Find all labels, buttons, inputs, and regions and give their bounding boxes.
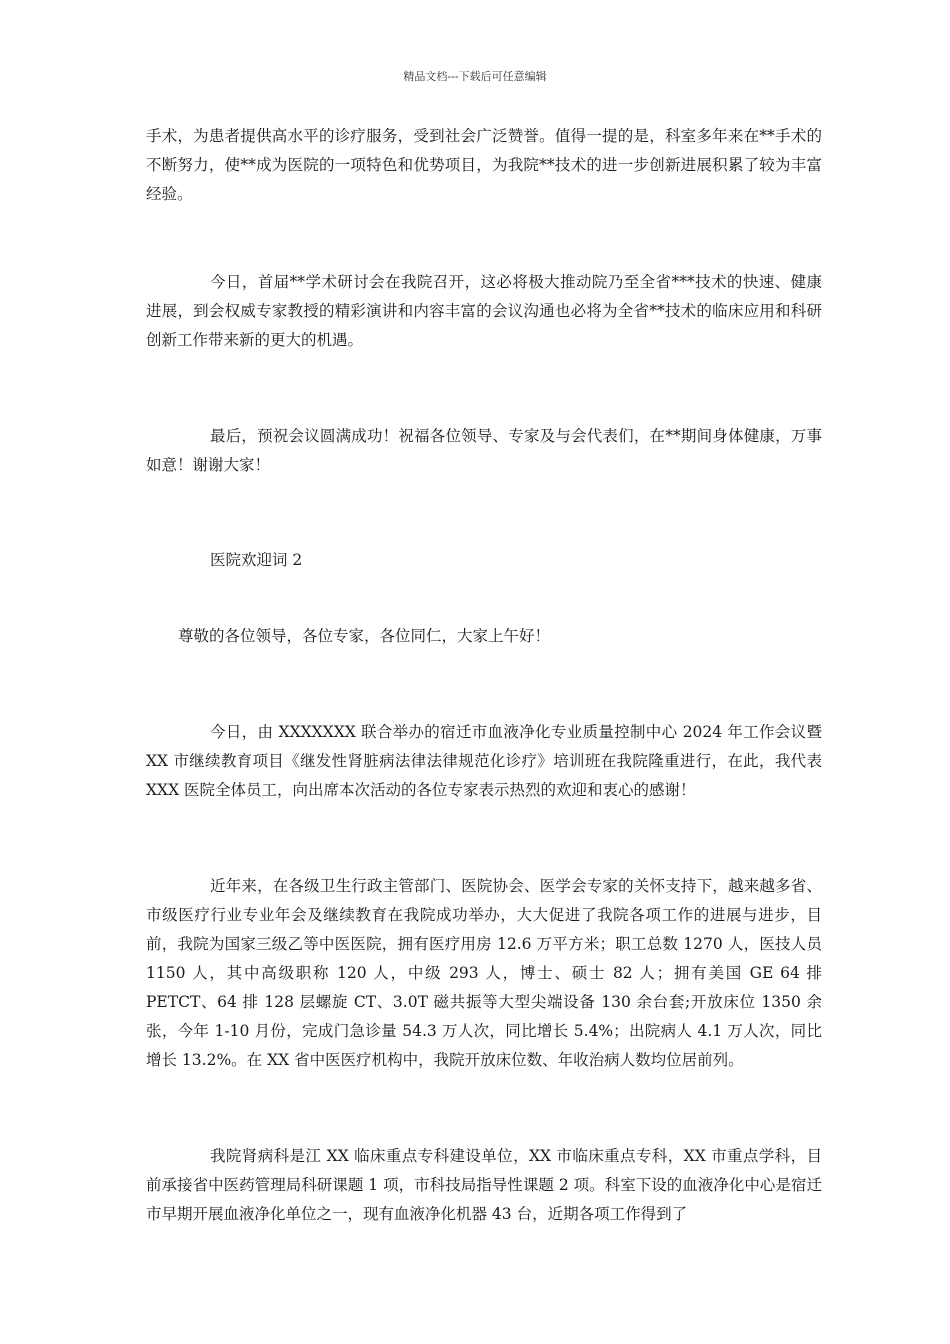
page-header: 精品文档---下载后可任意编辑: [403, 70, 547, 83]
paragraph-4: 今日，由 XXXXXXX 联合举办的宿迁市血液净化专业质量控制中心 2024 年工作会议暨 XX 市继续教育项目《继发性肾脏病法律法律规范化诊疗》培训班在我院隆重进行，在此，我代表 XXX 医院全体员工，向出席本次活动的各位专家表示热烈的欢迎和衷心的感谢！: [146, 723, 822, 799]
paragraph-2: 今日，首届**学术研讨会在我院召开，这必将极大推动院乃至全省***技术的快速、健康进展，到会权威专家教授的精彩演讲和内容丰富的会议沟通也必将为全省**技术的临床应用和科研创新工作带来新的更大的机遇。: [146, 273, 822, 349]
paragraph-1: 手术，为患者提供高水平的诊疗服务，受到社会广泛赞誉。值得一提的是，科室多年来在**手术的不断努力，使**成为医院的一项特色和优势项目，为我院**技术的进一步创新进展积累了较为丰富经验。: [146, 127, 822, 203]
section-heading: 医院欢迎词 2: [210, 551, 303, 569]
salutation: 尊敬的各位领导，各位专家，各位同仁，大家上午好！: [178, 627, 551, 645]
paragraph-5: 近年来，在各级卫生行政主管部门、医院协会、医学会专家的关怀支持下，越来越多省、市级医疗行业专业年会及继续教育在我院成功举办，大大促进了我院各项工作的进展与进步，目前，我院为国家三级乙等中医医院，拥有医疗用房 12.6 万平方米；职工总数 1270 人，医技人员 1150 人，其中高级职称 120 人，中级 293 人，博士、硕士 82 人；拥有美国 GE 64 排 PETCT、64 排 128 层螺旋 CT、3.0T 磁共振等大型尖端设备 130 余台套;开放床位 1350 余张，今年 1-10 月份，完成门急诊量 54.3 万人次，同比增长 5.4%；出院病人 4.1 万人次，同比增长 13.2%。在 XX 省中医医疗机构中，我院开放床位数、年收治病人数均位居前列。: [146, 877, 822, 1069]
paragraph-6: 我院肾病科是江 XX 临床重点专科建设单位，XX 市临床重点专科，XX 市重点学科，目前承接省中医药管理局科研课题 1 项，市科技局指导性课题 2 项。科室下设的血液净化中心是宿迁市早期开展血液净化单位之一，现有血液净化机器 43 台，近期各项工作得到了: [146, 1147, 822, 1223]
paragraph-3: 最后，预祝会议圆满成功！祝福各位领导、专家及与会代表们，在**期间身体健康，万事如意！谢谢大家！: [146, 427, 822, 474]
